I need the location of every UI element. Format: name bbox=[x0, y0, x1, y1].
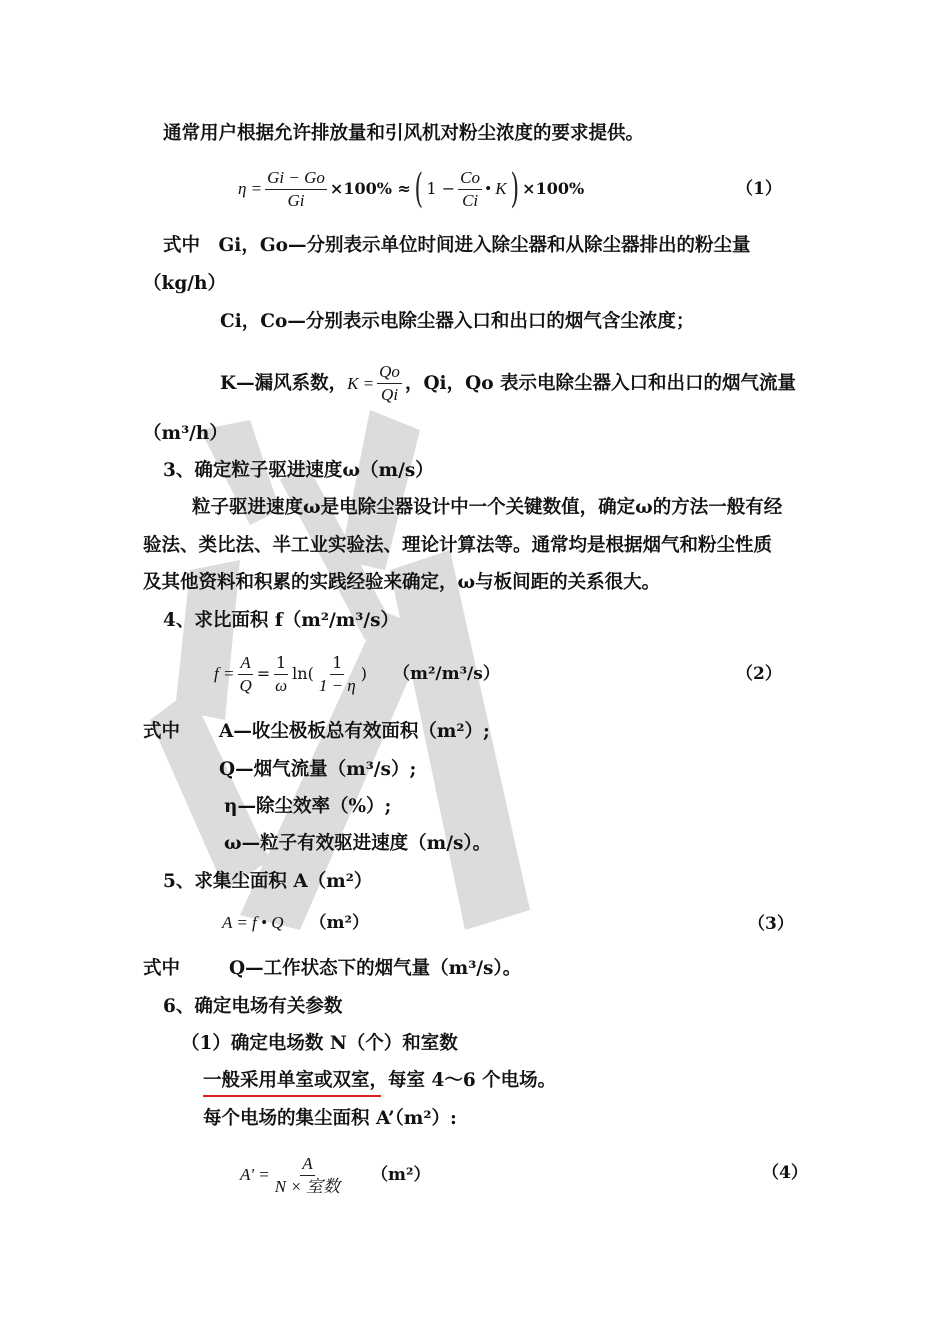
eq2-fraction-2 bbox=[273, 653, 289, 696]
eqk-fraction bbox=[377, 362, 402, 405]
text-line: η—除尘效率（%）; bbox=[224, 796, 392, 817]
section-heading: 6、确定电场有关参数 bbox=[163, 996, 343, 1017]
eq2-denominator-2: ω bbox=[275, 675, 288, 695]
eq1-inner-denominator: Ci bbox=[462, 190, 479, 210]
eq1-inner-b: • K bbox=[485, 179, 507, 198]
text-line: 式中 Gi，Go—分别表示单位时间进入除尘器和从除尘器排出的粉尘量 bbox=[163, 235, 751, 256]
eq4-denominator: N × 室数 bbox=[274, 1176, 341, 1196]
eq2-numerator-3: 1 bbox=[330, 653, 344, 675]
equation-1 bbox=[238, 164, 584, 214]
equation-k bbox=[347, 362, 405, 405]
k-definition-line bbox=[220, 362, 796, 405]
highlighted-text-line: 一般采用单室或双室，每室 4～6 个电场。 bbox=[203, 1070, 557, 1091]
k-description: ，Qi，Qo 表示电除尘器入口和出口的烟气流量 bbox=[404, 372, 796, 394]
eq2-unit: （m²/m³/s） bbox=[392, 664, 500, 684]
eq2-fraction-3 bbox=[317, 653, 358, 696]
eq1-lhs: η = bbox=[238, 179, 263, 198]
text-line: 通常用户根据允许排放量和引风机对粉尘浓度的要求提供。 bbox=[163, 123, 645, 144]
text-line: 及其他资料和积累的实践经验来确定，ω与板间距的关系很大。 bbox=[143, 572, 661, 593]
eqk-denominator: Qi bbox=[381, 385, 399, 404]
eq1-numerator: Gi − Go bbox=[265, 168, 327, 190]
eq2-tag: （2） bbox=[736, 664, 782, 684]
text-line: Ci，Co—分别表示电除尘器入口和出口的烟气含尘浓度； bbox=[220, 311, 695, 332]
eq2-denominator-3: 1 − η bbox=[318, 675, 356, 695]
eq2-numerator-2: 1 bbox=[274, 653, 288, 675]
eq4-tag: （4） bbox=[762, 1163, 808, 1183]
eq1-tag: （1） bbox=[736, 179, 782, 199]
eq3-tag: （3） bbox=[748, 914, 794, 934]
text-line: （m³/h） bbox=[143, 423, 228, 444]
eq1-close-paren: ) bbox=[510, 166, 519, 212]
section-heading: 3、确定粒子驱进速度ω（m/s） bbox=[163, 460, 434, 481]
red-underline bbox=[203, 1095, 381, 1097]
text-line-label: 式中 bbox=[143, 721, 181, 742]
eqk-numerator: Qo bbox=[377, 362, 402, 384]
eq2-equals: = bbox=[256, 664, 271, 683]
eq4-unit: （m²） bbox=[371, 1165, 431, 1185]
section-heading: 4、求比面积 f（m²/m³/s） bbox=[163, 610, 400, 631]
eq2-ln: ln( bbox=[292, 664, 314, 683]
text-line: Q—工作状态下的烟气量（m³/s）。 bbox=[229, 958, 522, 979]
text-line: 粒子驱进速度ω是电除尘器设计中一个关键数值，确定ω的方法一般有经 bbox=[192, 497, 783, 518]
eq1-inner-a: 1 − bbox=[426, 179, 456, 198]
eq3-expr: A = f • Q bbox=[222, 913, 284, 932]
text-line: A—收尘极板总有效面积（m²）; bbox=[219, 721, 490, 742]
eq1-fraction bbox=[265, 168, 327, 211]
section-heading: 5、求集尘面积 A（m²） bbox=[163, 871, 373, 892]
equation-4 bbox=[240, 1150, 431, 1200]
eqk-lhs: K = bbox=[347, 373, 375, 393]
eq2-lhs: f = bbox=[214, 664, 235, 683]
eq2-fraction-1 bbox=[237, 653, 253, 696]
text-line: ω—粒子有效驱进速度（m/s）。 bbox=[224, 833, 492, 854]
text-line: （kg/h） bbox=[143, 273, 226, 294]
k-label: K—漏风系数， bbox=[220, 372, 348, 394]
eq3-unit: （m²） bbox=[309, 913, 369, 933]
text-line-label: 式中 bbox=[143, 958, 181, 979]
eq1-inner-fraction bbox=[458, 168, 482, 211]
eq1-open-paren: ( bbox=[414, 166, 423, 212]
eq1-tail: ×100% bbox=[522, 179, 585, 198]
subsection-heading: （1）确定电场数 N（个）和室数 bbox=[181, 1033, 458, 1054]
equation-3 bbox=[222, 913, 369, 933]
eq4-numerator: A bbox=[300, 1154, 314, 1176]
text-line: 验法、类比法、半工业实验法、理论计算法等。通常均是根据烟气和粉尘性质 bbox=[143, 535, 773, 556]
eq1-mid: ×100% ≈ bbox=[329, 179, 411, 198]
eq2-numerator-1: A bbox=[238, 653, 252, 675]
equation-2 bbox=[214, 650, 500, 698]
eq2-denominator-1: Q bbox=[239, 675, 252, 695]
text-line: 每个电场的集尘面积 A’（m²）: bbox=[203, 1108, 457, 1129]
eq2-close: ) bbox=[360, 664, 367, 683]
eq4-fraction bbox=[273, 1154, 342, 1197]
eq4-lhs: A' = bbox=[240, 1165, 270, 1184]
eq1-inner-numerator: Co bbox=[458, 168, 482, 190]
eq1-denominator: Gi bbox=[287, 190, 305, 210]
text-line: Q—烟气流量（m³/s）; bbox=[219, 759, 417, 780]
